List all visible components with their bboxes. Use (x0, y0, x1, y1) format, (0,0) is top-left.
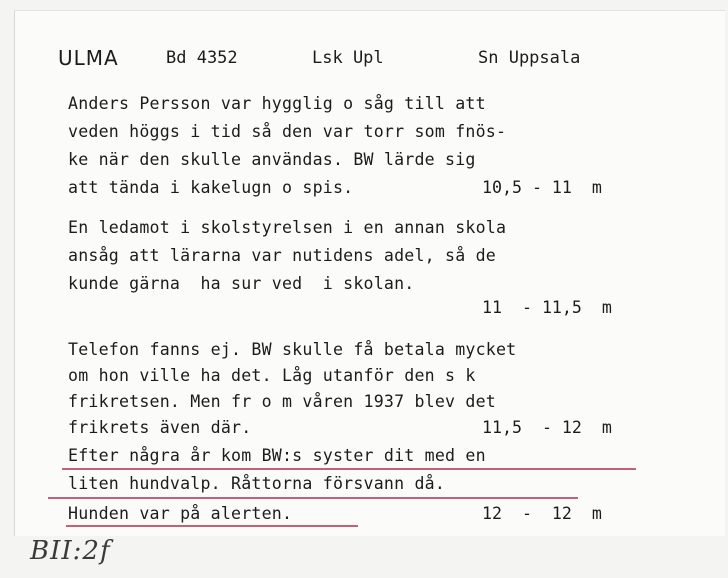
volume-ref: Bd 4352 (166, 48, 238, 68)
text-line: att tända i kakelugn o spis. (68, 178, 354, 197)
text-line: En ledamot i skolstyrelsen i en annan skola (68, 218, 507, 237)
pink-underline (48, 497, 578, 499)
text-line: Telefon fanns ej. BW skulle få betala mycket (68, 340, 517, 359)
archive-name: ULMA (58, 46, 119, 70)
handwritten-note: BII:2f (30, 536, 111, 566)
text-line: frikretsen. Men fr o m våren 1937 blev det (68, 392, 496, 411)
province-ref: Lsk Upl (312, 48, 384, 68)
text-line: ansåg att lärarna var nutidens adel, så de (68, 246, 496, 265)
text-line: Anders Persson var hygglig o såg till att (68, 94, 486, 113)
text-line: om hon ville ha det. Låg utanför den s k (68, 366, 476, 385)
text-line: frikrets även där. (68, 418, 252, 437)
text-line: Efter några år kom BW:s syster dit med en (68, 446, 486, 465)
parish-ref: Sn Uppsala (478, 48, 581, 68)
text-line: ke när den skulle användas. BW lärde sig (68, 150, 476, 169)
text-line: veden höggs i tid så den var torr som fnös- (68, 122, 507, 141)
measurement: 11 - 11,5 m (482, 298, 612, 317)
pink-underline (62, 468, 636, 470)
text-line: kunde gärna ha sur ved i skolan. (68, 274, 415, 293)
text-line: Hunden var på alerten. (68, 504, 293, 523)
pink-underline (66, 525, 358, 527)
measurement: 10,5 - 11 m (482, 178, 602, 197)
measurement: 12 - 12 m (482, 504, 602, 523)
text-line: liten hundvalp. Råttorna försvann då. (68, 474, 446, 493)
measurement: 11,5 - 12 m (482, 418, 612, 437)
